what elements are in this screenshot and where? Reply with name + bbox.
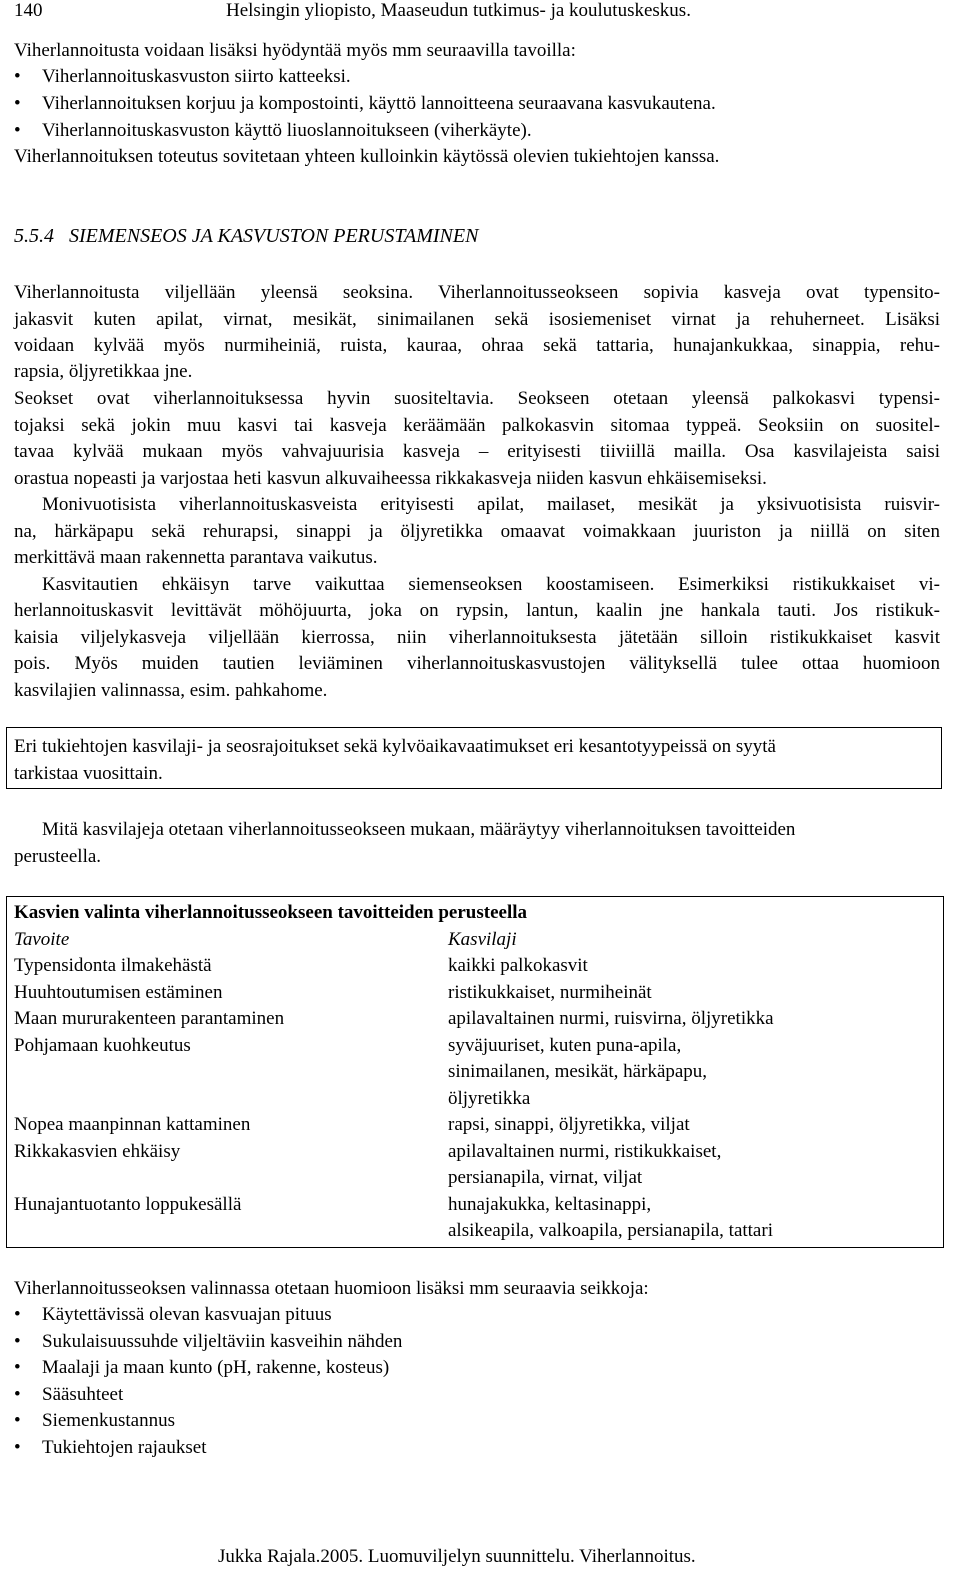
outro-lead: Viherlannoitusseoksen valinnassa otetaan huomioon lisäksi mm seuraavia seikkoja: <box>14 1278 649 1299</box>
table-title: Kasvien valinta viherlannoitusseokseen tavoitteiden perusteella <box>14 902 527 923</box>
table-cell-plants: alsikeapila, valkoapila, persianapila, tattari <box>448 1220 773 1241</box>
outro-bullet: • Maalaji ja maan kunto (pH, rakenne, kosteus) <box>14 1357 390 1378</box>
outro-bullet: • Siemenkustannus <box>14 1410 175 1431</box>
table-cell-plants: apilavaltainen nurmi, ristikukkaiset, <box>448 1141 722 1162</box>
body-line: merkittävä maan rakennetta parantava vaikutus. <box>14 547 378 568</box>
intro-bullet: • Viherlannoituskasvuston siirto katteeksi. <box>14 66 351 87</box>
body-line: na, härkäpapu sekä rehurapsi, sinappi ja öljyretikka omaavat voimakkaan juuriston ja niillä on siten <box>14 521 940 542</box>
body-line: Monivuotisista viherlannoituskasveista erityisesti apilat, mailaset, mesikät ja yksivuotisista ruisvir- <box>42 494 940 515</box>
body-line: rapsia, öljyretikkaa jne. <box>14 361 193 382</box>
table-cell-plants: syväjuuriset, kuten puna-apila, <box>448 1035 682 1056</box>
outro-bullet: • Sääsuhteet <box>14 1384 124 1405</box>
outro-bullet: • Käytettävissä olevan kasvuajan pituus <box>14 1304 332 1325</box>
body-line: Kasvitautien ehkäisyn tarve vaikuttaa siemenseoksen koostamiseen. Esimerkiksi ristikukkaiset vi- <box>42 574 940 595</box>
body-line: orastua nopeasti ja varjostaa heti kasvun alkuvaiheessa rikkakasveja niiden kasvun ehkäisemiseksi. <box>14 468 767 489</box>
table-cell-goal: Huuhtoutumisen estäminen <box>14 982 223 1003</box>
intro-bullet: • Viherlannoituksen korjuu ja kompostointi, käyttö lannoitteena seuraavana kasvukautena. <box>14 93 716 114</box>
choice-line: Mitä kasvilajeja otetaan viherlannoitusseokseen mukaan, määräytyy viherlannoituksen tavoitteiden <box>42 819 796 840</box>
outro-bullet: • Sukulaisuussuhde viljeltäviin kasveihin nähden <box>14 1331 403 1352</box>
body-line: kasvilajien valinnassa, esim. pahkahome. <box>14 680 328 701</box>
note-line: Eri tukiehtojen kasvilaji- ja seosrajoitukset sekä kylvöaikavaatimukset eri kesantotyypeissä on syytä <box>14 736 776 757</box>
table-cell-plants: öljyretikka <box>448 1088 531 1109</box>
outro-bullet: • Tukiehtojen rajaukset <box>14 1437 207 1458</box>
body-line: kaisia viljelykasveja viljellään kierrossa, niin viherlannoituksesta jätetään silloin ristikukkaiset kasvit <box>14 627 940 648</box>
section-title: SIEMENSEOS JA KASVUSTON PERUSTAMINEN <box>69 225 479 247</box>
body-line: herlannoituskasvit levittävät möhöjuurta, joka on rypsin, lantun, kaalin jne hankala tauti. Jos ristikuk- <box>14 600 940 621</box>
table-cell-plants: apilavaltainen nurmi, ruisvirna, öljyretikka <box>448 1008 774 1029</box>
table-cell-goal: Maan mururakenteen parantaminen <box>14 1008 285 1029</box>
body-line: Seokset ovat viherlannoituksessa hyvin suositeltavia. Seokseen otetaan yleensä palkokasvi typensi- <box>14 388 940 409</box>
table-cell-plants: sinimailanen, mesikät, härkäpapu, <box>448 1061 708 1082</box>
table-cell-plants: ristikukkaiset, nurmiheinät <box>448 982 652 1003</box>
choice-line: perusteella. <box>14 846 102 867</box>
body-line: tojaksi sekä jokin muu kasvi tai kasveja keräämään palkokasvin sitomaa typpeä. Seoksiin on suositel- <box>14 415 940 436</box>
intro-bullet: • Viherlannoituskasvuston käyttö liuoslannoitukseen (viherkäyte). <box>14 120 532 141</box>
body-line: jakasvit kuten apilat, virnat, mesikät, sinimailanen sekä isosiemeniset virnat ja rehuherneet. Lisäksi <box>14 309 940 330</box>
intro-lead: Viherlannoitusta voidaan lisäksi hyödyntää myös mm seuraavilla tavoilla: <box>14 40 576 61</box>
table-col-plant-header: Kasvilaji <box>448 929 517 950</box>
page-number: 140 <box>14 0 43 21</box>
body-line: Viherlannoitusta viljellään yleensä seoksina. Viherlannoitusseokseen sopivia kasveja ovat typensito- <box>14 282 940 303</box>
body-line: tavaa kylvää mukaan myös vahvajuurisia kasveja – erityisesti tiiviillä mailla. Osa kasvilajeista saisi <box>14 441 940 462</box>
note-line: tarkistaa vuosittain. <box>14 763 163 784</box>
page-header <box>14 0 946 24</box>
table-cell-goal: Nopea maanpinnan kattaminen <box>14 1114 251 1135</box>
table-cell-goal: Typensidonta ilmakehästä <box>14 955 212 976</box>
table-cell-goal: Hunajantuotanto loppukesällä <box>14 1194 242 1215</box>
table-col-goal-header: Tavoite <box>14 929 70 950</box>
section-heading <box>14 225 478 248</box>
body-line: pois. Myös muiden tautien leviäminen viherlannoituskasvustojen välityksellä tulee ottaa huomioon <box>14 653 940 674</box>
intro-closing: Viherlannoituksen toteutus sovitetaan yhteen kulloinkin käytössä olevien tukiehtojen kanssa. <box>14 146 720 167</box>
header-institution: Helsingin yliopisto, Maaseudun tutkimus- ja koulutuskeskus. <box>226 0 691 21</box>
table-cell-plants: hunajakukka, keltasinappi, <box>448 1194 652 1215</box>
body-line: voidaan kylvää myös nurmiheiniä, ruista, kauraa, ohraa sekä tattaria, hunajankukkaa, sinappia, rehu- <box>14 335 940 356</box>
table-cell-goal: Rikkakasvien ehkäisy <box>14 1141 181 1162</box>
section-number: 5.5.4 <box>14 225 54 247</box>
table-cell-plants: persianapila, virnat, viljat <box>448 1167 643 1188</box>
table-cell-plants: rapsi, sinappi, öljyretikka, viljat <box>448 1114 690 1135</box>
table-cell-goal: Pohjamaan kuohkeutus <box>14 1035 191 1056</box>
table-cell-plants: kaikki palkokasvit <box>448 955 588 976</box>
page-footer: Jukka Rajala.2005. Luomuviljelyn suunnittelu. Viherlannoitus. <box>218 1546 696 1567</box>
